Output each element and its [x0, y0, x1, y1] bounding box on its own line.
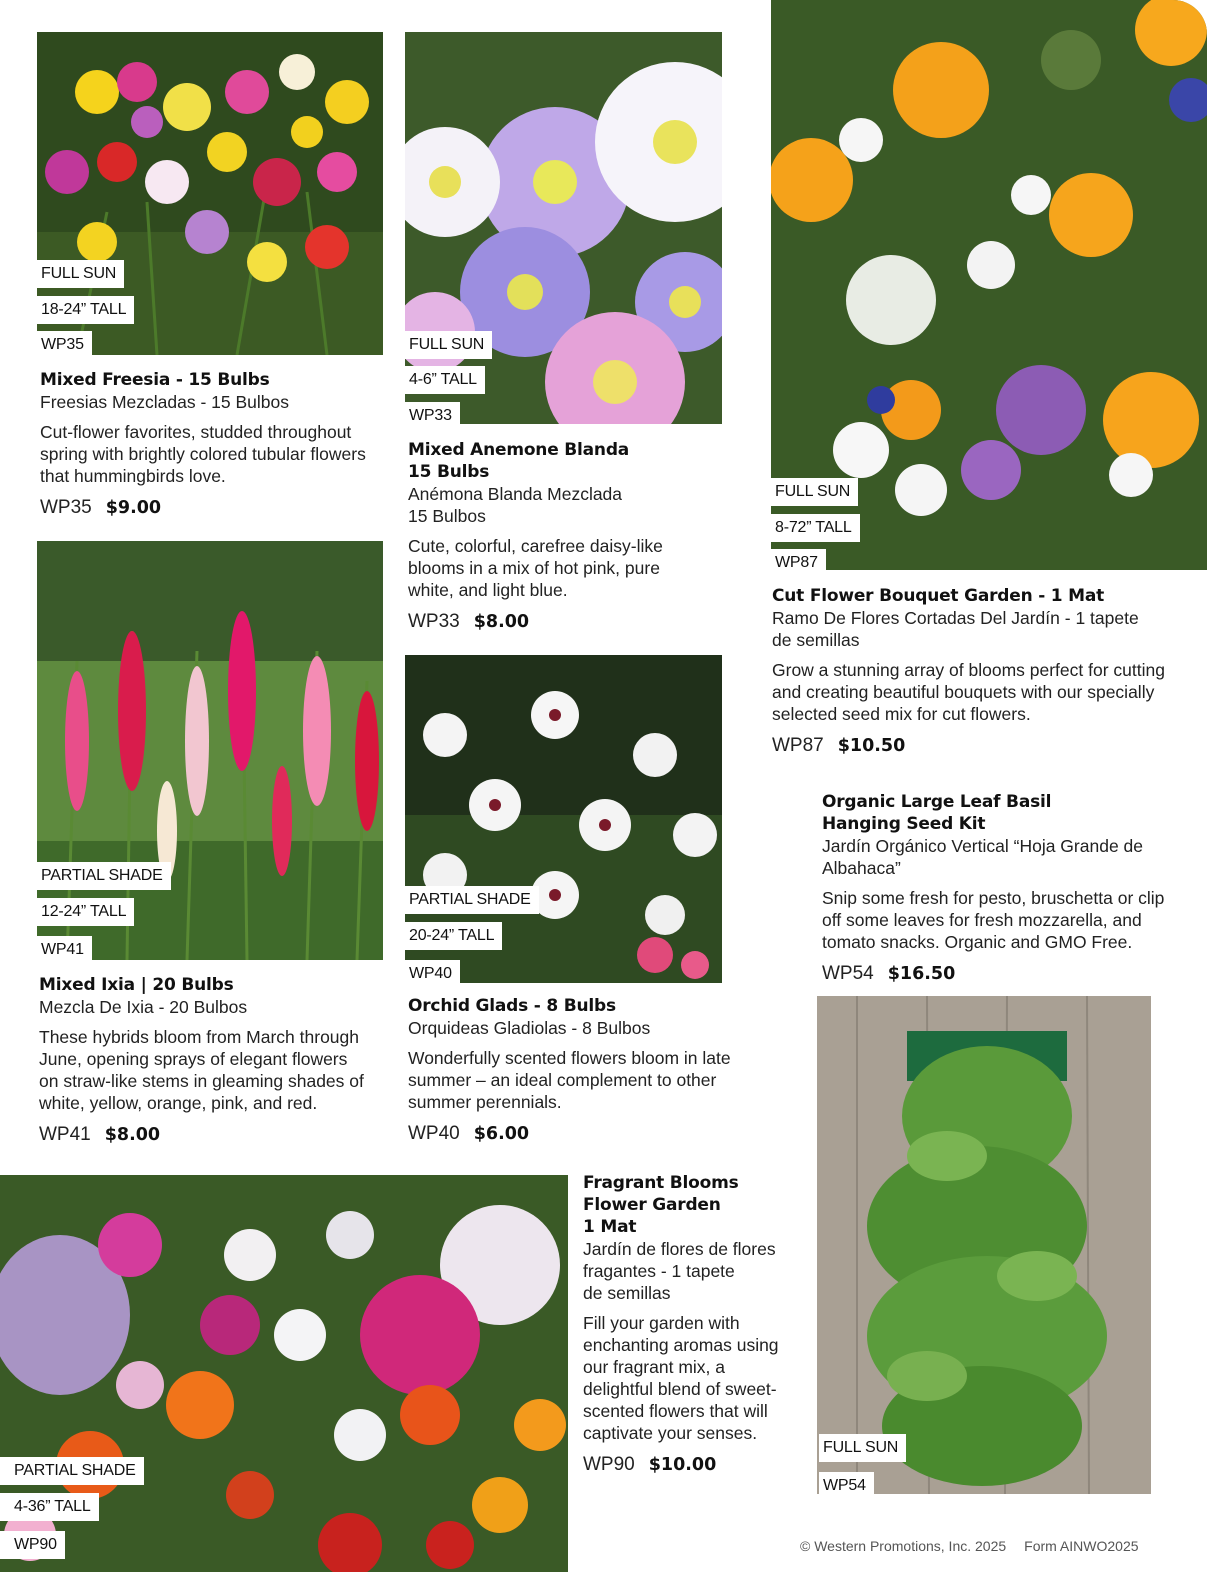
product-code: WP40 — [408, 1123, 460, 1144]
height-tag: 4-36” TALL — [0, 1493, 99, 1521]
spanish-line: Freesias Mezcladas - 15 Bulbos — [40, 392, 289, 412]
spanish-line: Orquideas Gladiolas - 8 Bulbos — [408, 1018, 651, 1038]
sun-tag: FULL SUN — [405, 331, 492, 359]
product-anemone — [408, 439, 738, 633]
sun-tag: PARTIAL SHADE — [405, 886, 539, 914]
sku-tag: WP90 — [0, 1531, 65, 1559]
sku-tag: WP33 — [405, 402, 460, 424]
product-glads — [408, 995, 758, 1145]
product-fragrant — [583, 1172, 798, 1476]
desc-line: off some leaves for fresh mozzarella, and — [822, 910, 1142, 930]
desc-line: enchanting aromas using — [583, 1335, 779, 1355]
desc-line: captivate your senses. — [583, 1423, 758, 1443]
sku-tag: WP54 — [819, 1472, 874, 1494]
name-line: Flower Garden — [583, 1195, 721, 1215]
spanish-line: de semillas — [772, 630, 860, 650]
name-line: Cut Flower Bouquet Garden - 1 Mat — [772, 586, 1105, 606]
desc-line: delightful blend of sweet- — [583, 1379, 777, 1399]
height-tag: 18-24” TALL — [37, 296, 134, 324]
sun-tag: PARTIAL SHADE — [0, 1457, 144, 1485]
desc-line: Cute, colorful, carefree daisy-like — [408, 536, 663, 556]
desc-line: These hybrids bloom from March through — [39, 1027, 359, 1047]
name-line: Mixed Freesia - 15 Bulbs — [40, 370, 270, 390]
product-freesia — [40, 369, 390, 519]
product-price: $6.00 — [473, 1124, 530, 1144]
desc-line: that hummingbirds love. — [40, 466, 226, 486]
desc-line: Snip some fresh for pesto, bruschetta or clip — [822, 888, 1165, 908]
spanish-line: fragantes - 1 tapete — [583, 1261, 735, 1281]
spanish-line: Jardín Orgánico Vertical “Hoja Grande de — [822, 836, 1143, 856]
spanish-line: Ramo De Flores Cortadas Del Jardín - 1 tapete — [772, 608, 1139, 628]
fragrant-photo — [0, 1175, 568, 1572]
name-line: 1 Mat — [583, 1217, 637, 1237]
freesia-photo — [37, 32, 383, 355]
product-description — [40, 421, 390, 487]
page-footer — [800, 1538, 1139, 1554]
name-line: Mixed Anemone Blanda — [408, 440, 630, 460]
copyright-text: © Western Promotions, Inc. 2025 — [800, 1538, 1007, 1554]
desc-line: scented flowers that will — [583, 1401, 768, 1421]
ixia-photo — [37, 541, 383, 960]
product-description — [408, 1047, 758, 1113]
sku-tag: WP41 — [37, 936, 92, 960]
product-name — [39, 974, 389, 996]
product-price: $8.00 — [104, 1125, 161, 1145]
sku-tag: WP35 — [37, 331, 92, 355]
height-tag: 8-72” TALL — [771, 514, 860, 542]
product-code: WP33 — [408, 611, 460, 632]
height-tag: 12-24” TALL — [37, 898, 134, 926]
price-row — [39, 1124, 389, 1146]
product-spanish-name — [822, 835, 1192, 879]
product-description — [408, 535, 738, 601]
product-spanish-name — [408, 483, 738, 527]
name-line: Mixed Ixia | 20 Bulbs — [39, 975, 234, 995]
product-code: WP35 — [40, 497, 92, 518]
desc-line: June, opening sprays of elegant flowers — [39, 1049, 348, 1069]
product-description — [583, 1312, 798, 1444]
desc-line: blooms in a mix of hot pink, pure — [408, 558, 660, 578]
desc-line: Grow a stunning array of blooms perfect for cutting — [772, 660, 1165, 680]
product-code: WP90 — [583, 1454, 635, 1475]
glads-photo — [405, 655, 722, 983]
spanish-line: Mezcla De Ixia - 20 Bulbos — [39, 997, 248, 1017]
name-line: Hanging Seed Kit — [822, 814, 986, 834]
height-tag: 20-24” TALL — [405, 922, 502, 950]
desc-line: Fill your garden with — [583, 1313, 740, 1333]
desc-line: and creating beautiful bouquets with our specially — [772, 682, 1155, 702]
desc-line: on straw-like stems in gleaming shades of — [39, 1071, 364, 1091]
product-code: WP87 — [772, 735, 824, 756]
form-code: Form AINWO2025 — [1024, 1538, 1139, 1554]
bouquet-photo — [771, 0, 1207, 570]
desc-line: our fragrant mix, a — [583, 1357, 725, 1377]
price-row — [772, 735, 1192, 757]
product-name — [408, 439, 738, 483]
desc-line: white, and light blue. — [408, 580, 568, 600]
anemone-photo — [405, 32, 722, 424]
name-line: Organic Large Leaf Basil — [822, 792, 1052, 812]
price-row — [408, 611, 738, 633]
sun-tag: PARTIAL SHADE — [37, 862, 171, 890]
product-description — [39, 1026, 389, 1114]
spanish-line: de semillas — [583, 1283, 671, 1303]
product-description — [772, 659, 1192, 725]
product-spanish-name — [40, 391, 390, 413]
product-spanish-name — [772, 607, 1192, 651]
desc-line: white, yellow, orange, pink, and red. — [39, 1093, 318, 1113]
spanish-line: Anémona Blanda Mezclada — [408, 484, 623, 504]
sun-tag: FULL SUN — [819, 1434, 906, 1462]
product-bouquet — [772, 585, 1192, 757]
sku-tag: WP40 — [405, 960, 460, 983]
desc-line: tomato snacks. Organic and GMO Free. — [822, 932, 1133, 952]
product-price: $16.50 — [887, 964, 956, 984]
spanish-line: 15 Bulbos — [408, 506, 486, 526]
product-description — [822, 887, 1192, 953]
product-basil — [822, 791, 1192, 985]
product-spanish-name — [583, 1238, 798, 1304]
desc-line: spring with brightly colored tubular flowers — [40, 444, 366, 464]
price-row — [40, 497, 390, 519]
name-line: 15 Bulbs — [408, 462, 490, 482]
desc-line: summer perennials. — [408, 1092, 562, 1112]
product-ixia — [39, 974, 389, 1146]
sun-tag: FULL SUN — [771, 478, 858, 506]
name-line: Orchid Glads - 8 Bulbs — [408, 996, 616, 1016]
height-tag: 4-6” TALL — [405, 366, 485, 394]
product-name — [772, 585, 1192, 607]
name-line: Fragrant Blooms — [583, 1173, 739, 1193]
product-spanish-name — [408, 1017, 758, 1039]
product-name — [583, 1172, 798, 1238]
price-row — [583, 1454, 798, 1476]
product-price: $9.00 — [105, 498, 162, 518]
desc-line: Wonderfully scented flowers bloom in late — [408, 1048, 731, 1068]
product-price: $10.50 — [837, 736, 906, 756]
sun-tag: FULL SUN — [37, 260, 124, 288]
price-row — [408, 1123, 758, 1145]
product-name — [40, 369, 390, 391]
desc-line: selected seed mix for cut flowers. — [772, 704, 1031, 724]
sku-tag: WP87 — [771, 549, 826, 570]
price-row — [822, 963, 1192, 985]
product-code: WP41 — [39, 1124, 91, 1145]
spanish-line: Jardín de flores de flores — [583, 1239, 776, 1259]
product-spanish-name — [39, 996, 389, 1018]
desc-line: Cut-flower favorites, studded throughout — [40, 422, 352, 442]
desc-line: summer – an ideal complement to other — [408, 1070, 717, 1090]
product-price: $8.00 — [473, 612, 530, 632]
product-price: $10.00 — [648, 1455, 717, 1475]
spanish-line: Albahaca” — [822, 858, 901, 878]
product-name — [408, 995, 758, 1017]
product-name — [822, 791, 1192, 835]
product-code: WP54 — [822, 963, 874, 984]
basil-photo — [817, 996, 1151, 1494]
